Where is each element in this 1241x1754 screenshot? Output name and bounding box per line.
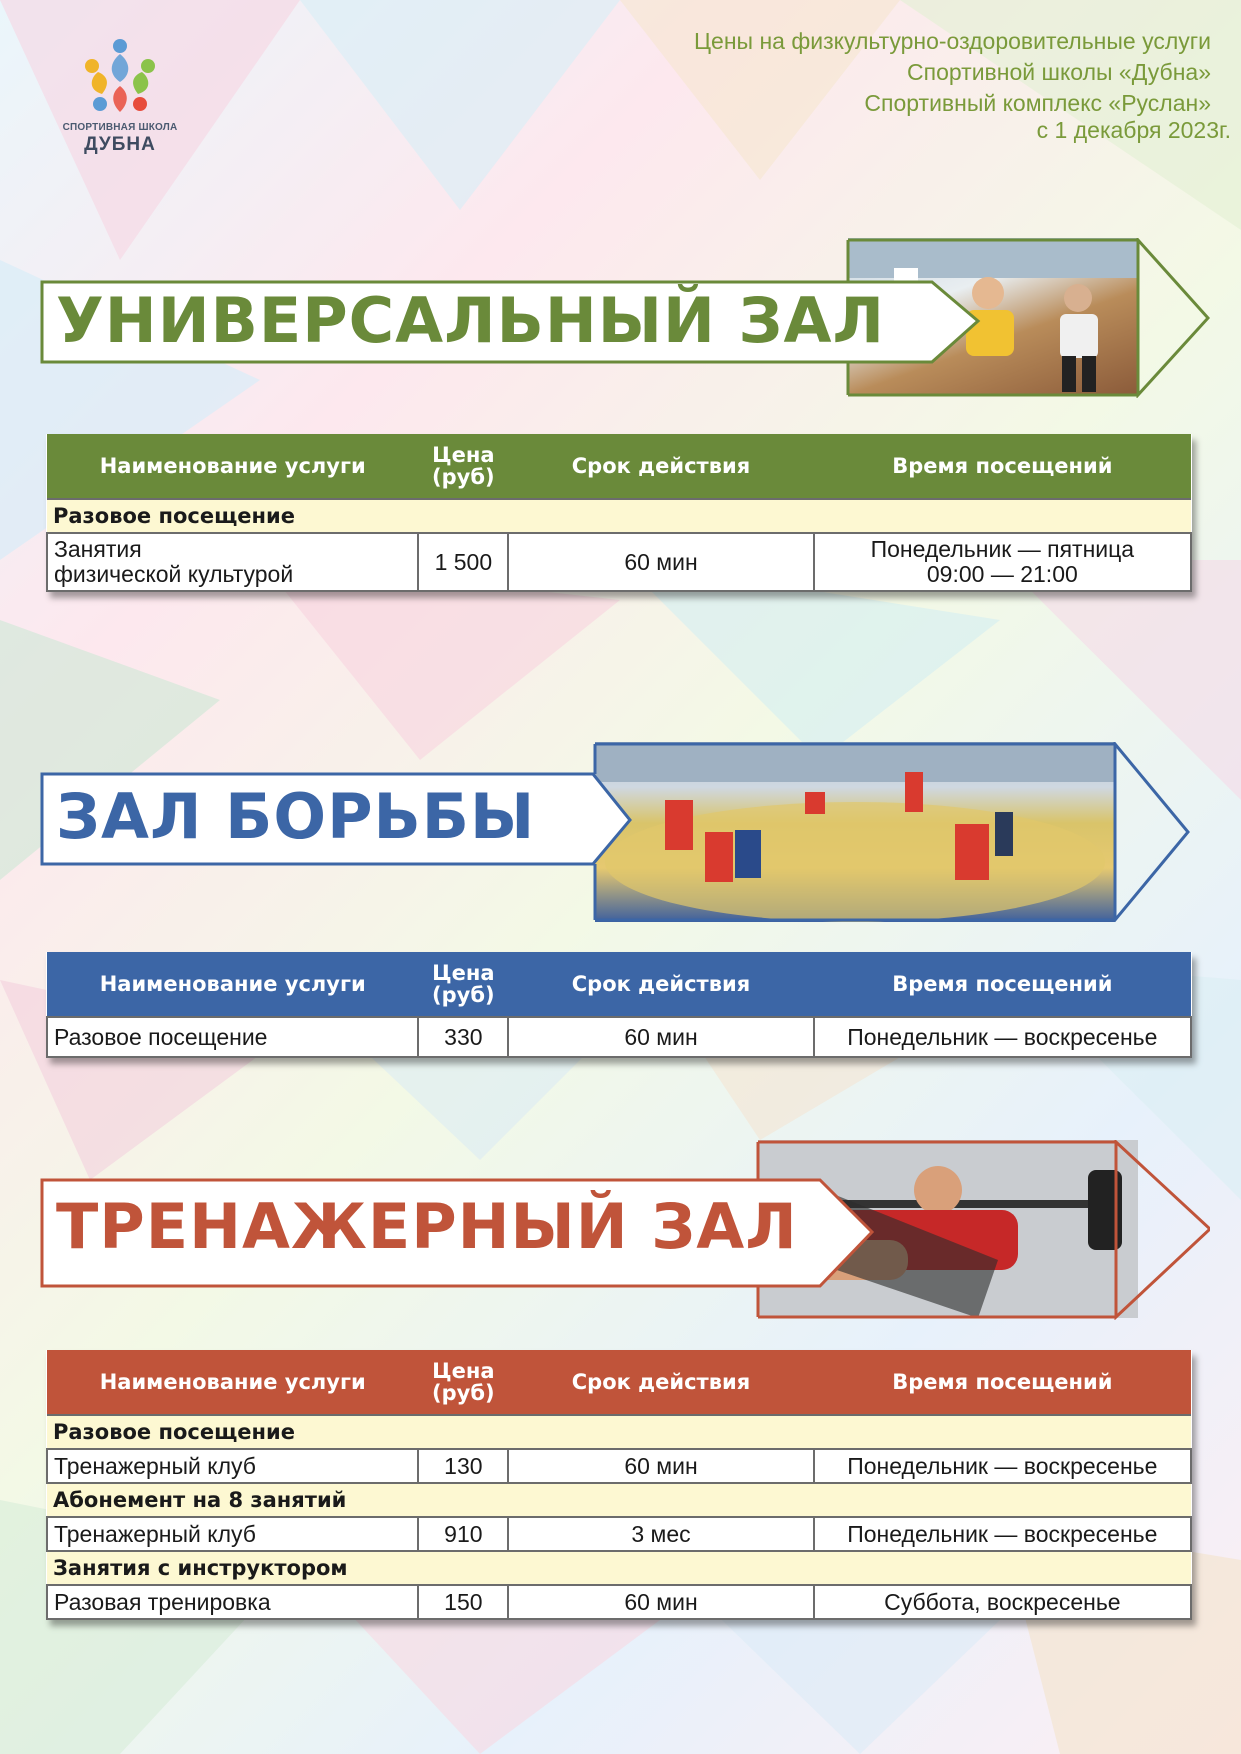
table-row — [47, 533, 1191, 591]
table-section-row: Разовое посещение — [47, 499, 1191, 533]
table-section-row: Абонемент на 8 занятий — [47, 1483, 1191, 1517]
table-row — [47, 1517, 1191, 1551]
logo-name: ДУБНА — [84, 134, 156, 155]
duration-cell: 60 мин — [508, 1449, 813, 1483]
section-title: ЗАЛ БОРЬБЫ — [56, 780, 536, 853]
duration-cell: 60 мин — [508, 1585, 813, 1619]
table-header-row — [47, 952, 1191, 1017]
header-line: Спортивной школы «Дубна» — [907, 59, 1211, 85]
col-header-price: Цена (руб) — [418, 434, 508, 499]
section-title: ТРЕНАЖЕРНЫЙ ЗАЛ — [56, 1190, 798, 1263]
header-line: Спортивный комплекс «Руслан» — [864, 90, 1211, 116]
table-section-row: Разовое посещение — [47, 1415, 1191, 1449]
time-cell: Понедельник — воскресенье — [814, 1517, 1191, 1551]
header-line: Цены на физкультурно-оздоровительные услуги — [694, 28, 1211, 54]
wrestling-hall-banner — [40, 742, 1210, 922]
price-cell: 1 500 — [418, 533, 508, 591]
table-row — [47, 1585, 1191, 1619]
col-header-price: Цена (руб) — [418, 1350, 508, 1415]
col-header-service: Наименование услуги — [47, 434, 418, 499]
universal-hall-price-table — [46, 434, 1192, 592]
service-name-cell: Разовое посещение — [47, 1017, 418, 1057]
table-row — [47, 1017, 1191, 1057]
universal-hall-banner — [40, 238, 1210, 398]
duration-cell: 3 мес — [508, 1517, 813, 1551]
col-header-time: Время посещений — [814, 434, 1191, 499]
time-cell: Понедельник — пятница 09:00 — 21:00 — [814, 533, 1191, 591]
wrestling-hall-price-table — [46, 952, 1192, 1058]
col-header-service: Наименование услуги — [47, 1350, 418, 1415]
logo-caption: СПОРТИВНАЯ ШКОЛА — [62, 122, 178, 133]
gym-banner — [40, 1140, 1210, 1320]
section-title: УНИВЕРСАЛЬНЫЙ ЗАЛ — [56, 284, 885, 357]
price-cell: 910 — [418, 1517, 508, 1551]
logo-emblem-icon — [60, 32, 180, 122]
table-section-row: Занятия с инструктором — [47, 1551, 1191, 1585]
service-name-cell: Тренажерный клуб — [47, 1517, 418, 1551]
table-row — [47, 1449, 1191, 1483]
price-cell: 130 — [418, 1449, 508, 1483]
time-cell: Понедельник — воскресенье — [814, 1449, 1191, 1483]
col-header-time: Время посещений — [814, 1350, 1191, 1415]
duration-cell: 60 мин — [508, 1017, 813, 1057]
time-cell: Понедельник — воскресенье — [814, 1017, 1191, 1057]
col-header-duration: Срок действия — [508, 1350, 813, 1415]
service-name-cell: Занятия физической культурой — [47, 533, 418, 591]
col-header-price: Цена (руб) — [418, 952, 508, 1017]
service-name-cell: Тренажерный клуб — [47, 1449, 418, 1483]
price-cell: 330 — [418, 1017, 508, 1057]
col-header-duration: Срок действия — [508, 952, 813, 1017]
school-logo — [60, 32, 180, 162]
time-cell: Суббота, воскресенье — [814, 1585, 1191, 1619]
col-header-duration: Срок действия — [508, 434, 813, 499]
table-header-row — [47, 434, 1191, 499]
col-header-time: Время посещений — [814, 952, 1191, 1017]
service-name-cell: Разовая тренировка — [47, 1585, 418, 1619]
duration-cell: 60 мин — [508, 533, 813, 591]
table-header-row — [47, 1350, 1191, 1415]
col-header-service: Наименование услуги — [47, 952, 418, 1017]
price-cell: 150 — [418, 1585, 508, 1619]
header-date: с 1 декабря 2023г. — [1036, 117, 1231, 143]
page-header — [501, 26, 1241, 141]
gym-price-table — [46, 1350, 1192, 1620]
